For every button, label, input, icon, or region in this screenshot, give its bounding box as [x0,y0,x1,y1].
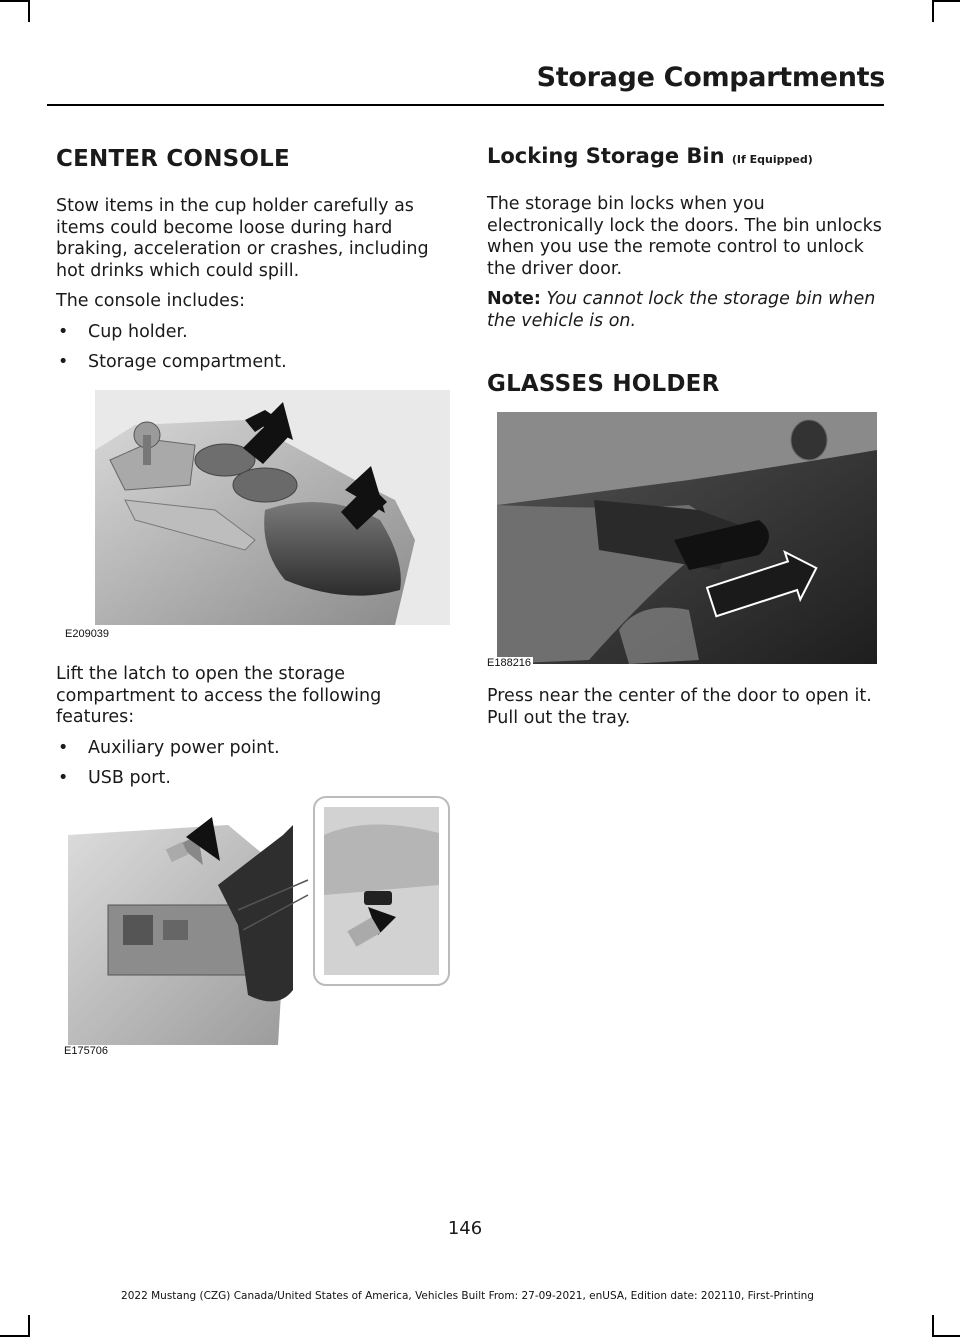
heading-text: Locking Storage Bin [487,144,725,168]
if-equipped-label: (If Equipped) [731,153,813,166]
crop-mark [932,0,934,22]
page-header-title: Storage Compartments [536,62,885,93]
latch-instruction: Lift the latch to open the storage compartment to access the following features: [56,664,382,727]
figure-code: E175706 [64,1045,109,1057]
note [487,289,882,332]
list-item: • USB port. [56,768,451,790]
section-heading-center-console: CENTER CONSOLE [56,146,290,172]
crop-mark [0,0,28,2]
left-column-lower [56,664,451,790]
glasses-holder-instruction: Press near the center of the door to open it. Pull out the tray. [487,686,872,728]
note-text: You cannot lock the storage bin when the vehicle is on. [487,289,876,331]
list-item: • Auxiliary power point. [56,738,451,760]
crop-mark [28,1315,30,1337]
section-heading-glasses-holder: GLASSES HOLDER [487,371,720,397]
figure-storage-compartment [64,795,452,1065]
figure-code: E188216 [487,657,532,669]
crop-mark [932,0,960,2]
console-includes-list [56,322,451,374]
left-column [56,146,451,374]
figure-code: E209039 [65,628,110,640]
center-console-intro: Stow items in the cup holder carefully as items could become loose during hard braking, acceleration or crashes, including hot drinks which could spill. [56,196,429,281]
compartment-features-list [56,738,451,790]
crop-mark [28,0,30,22]
right-column [487,144,882,397]
console-includes-label: The console includes: [56,291,245,311]
figure-center-console [65,390,450,652]
header-rule [47,104,884,106]
page-footer: 2022 Mustang (CZG) Canada/United States of America, Vehicles Built From: 27-09-2021, enUSA, Edition date: 202110, First-Printing [121,1290,814,1302]
locking-bin-description: The storage bin locks when you electronically lock the doors. The bin unlocks when you use the remote control to unlock the driver door. [487,194,882,279]
figure-glasses-holder [489,410,877,670]
crop-mark [932,1315,934,1337]
right-column-lower [487,686,882,729]
list-item: • Cup holder. [56,322,451,344]
page-number: 146 [447,1218,483,1239]
list-item: • Storage compartment. [56,352,451,374]
section-heading-locking-storage-bin [487,144,882,168]
note-label: Note: [487,289,541,309]
